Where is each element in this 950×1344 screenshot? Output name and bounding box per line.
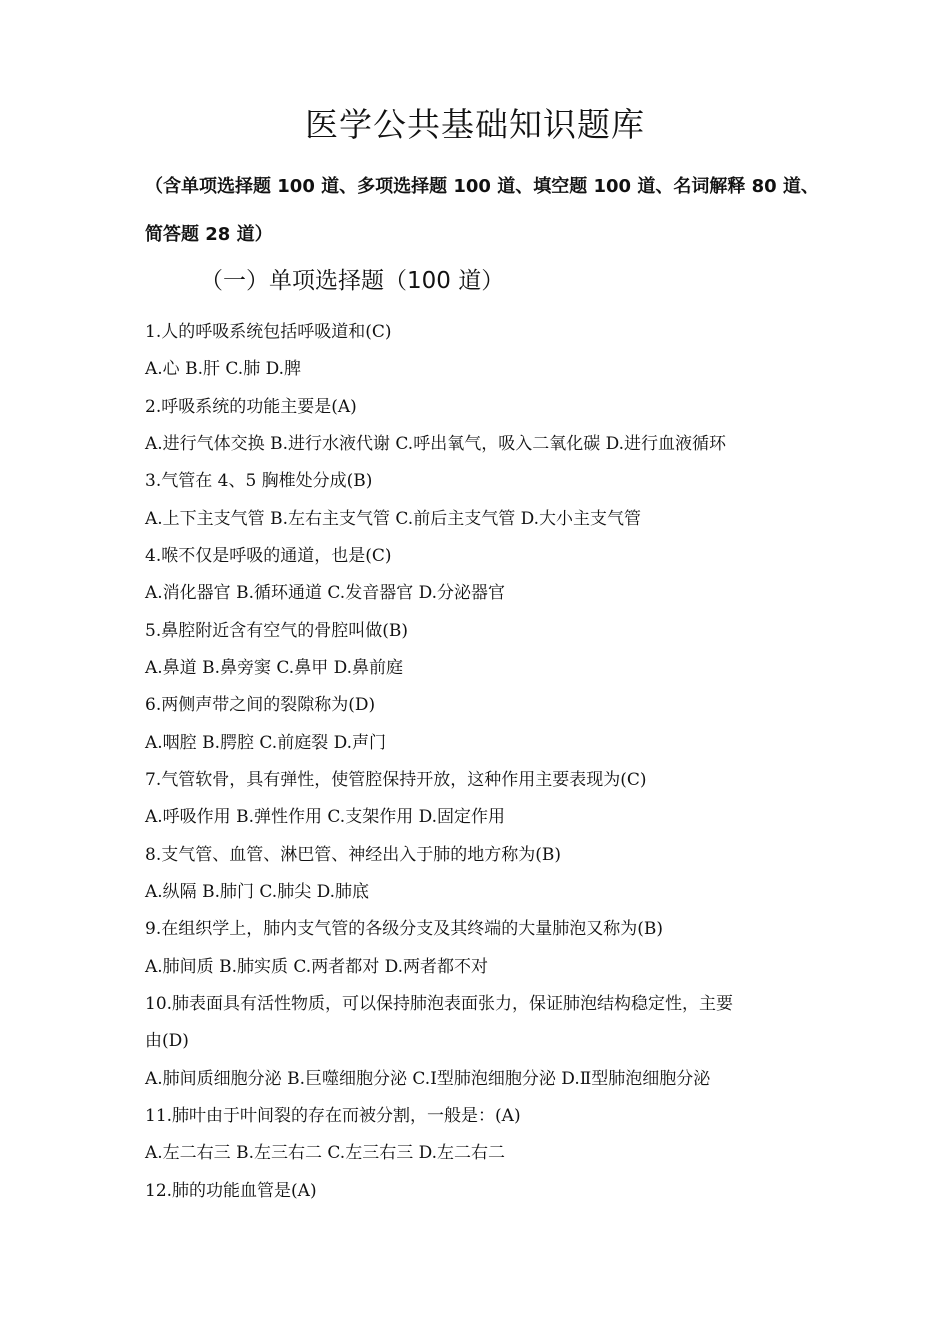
question-options: A.心 B.肝 C.肺 D.脾 — [145, 359, 302, 379]
question-line: 5.鼻腔附近含有空气的骨腔叫做(B) — [145, 621, 408, 641]
question-line: 2.呼吸系统的功能主要是(A) — [145, 397, 357, 417]
question-line: 9.在组织学上，肺内支气管的各级分支及其终端的大量肺泡又称为(B) — [145, 919, 663, 939]
question-options: A.肺间质 B.肺实质 C.两者都对 D.两者都不对 — [145, 957, 489, 977]
question-line: 1.人的呼吸系统包括呼吸道和(C) — [145, 322, 392, 342]
question-options: A.消化器官 B.循环通道 C.发音器官 D.分泌器官 — [145, 583, 506, 603]
question-options: A.肺间质细胞分泌 B.巨噬细胞分泌 C.Ⅰ型肺泡细胞分泌 D.Ⅱ型肺泡细胞分泌 — [145, 1069, 711, 1089]
question-options: A.左二右三 B.左三右二 C.左三右三 D.左二右二 — [145, 1143, 506, 1163]
question-line-continuation: 由(D) — [145, 1031, 189, 1051]
question-options: A.上下主支气管 B.左右主支气管 C.前后主支气管 D.大小主支气管 — [145, 509, 642, 529]
document-subtitle-line-2: 简答题 28 道） — [145, 224, 273, 245]
question-options: A.咽腔 B.腭腔 C.前庭裂 D.声门 — [145, 733, 387, 753]
question-line: 7.气管软骨，具有弹性，使管腔保持开放，这种作用主要表现为(C) — [145, 770, 647, 790]
question-line: 11.肺叶由于叶间裂的存在而被分割，一般是：(A) — [145, 1106, 521, 1126]
question-options: A.呼吸作用 B.弹性作用 C.支架作用 D.固定作用 — [145, 807, 506, 827]
question-line: 6.两侧声带之间的裂隙称为(D) — [145, 695, 376, 715]
question-options: A.纵隔 B.肺门 C.肺尖 D.肺底 — [145, 882, 370, 902]
document-title: 医学公共基础知识题库 — [305, 105, 645, 144]
question-line: 12.肺的功能血管是(A) — [145, 1181, 317, 1201]
section-heading: （一）单项选择题（100 道） — [200, 268, 505, 294]
question-options: A.鼻道 B.鼻旁窦 C.鼻甲 D.鼻前庭 — [145, 658, 404, 678]
question-line: 3.气管在 4、5 胸椎处分成(B) — [145, 471, 373, 491]
question-line: 10.肺表面具有活性物质，可以保持肺泡表面张力，保证肺泡结构稳定性，主要 — [145, 994, 734, 1014]
question-line: 4.喉不仅是呼吸的通道，也是(C) — [145, 546, 392, 566]
document-subtitle-line-1: （含单项选择题 100 道、多项选择题 100 道、填空题 100 道、名词解释 80 道、 — [145, 176, 819, 197]
question-options: A.进行气体交换 B.进行水液代谢 C.呼出氧气，吸入二氧化碳 D.进行血液循环 — [145, 434, 727, 454]
question-line: 8.支气管、血管、淋巴管、神经出入于肺的地方称为(B) — [145, 845, 561, 865]
